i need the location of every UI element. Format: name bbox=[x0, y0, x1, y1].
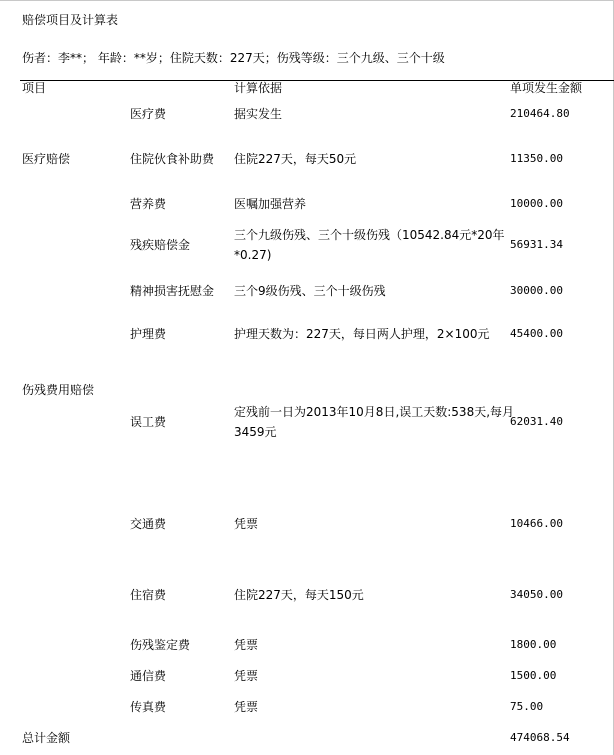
header-basis: 计算依据 bbox=[234, 81, 283, 95]
row-name: 伤残鉴定费 bbox=[130, 638, 191, 652]
row-amount: 30000.00 bbox=[510, 284, 563, 297]
category-disability: 伤残费用赔偿 bbox=[22, 383, 95, 397]
row-amount: 1500.00 bbox=[510, 669, 557, 682]
row-amount: 75.00 bbox=[510, 700, 544, 713]
row-name: 护理费 bbox=[130, 327, 167, 341]
row-amount: 1800.00 bbox=[510, 638, 557, 651]
header-amount: 单项发生金额 bbox=[510, 81, 583, 95]
row-name: 交通费 bbox=[130, 517, 167, 531]
row-basis: 住院227天，每天50元 bbox=[234, 152, 357, 166]
row-name: 精神损害抚慰金 bbox=[130, 284, 215, 298]
row-amount: 10000.00 bbox=[510, 197, 563, 210]
row-basis: 据实发生 bbox=[234, 107, 283, 121]
injury-info-line: 伤者：李**； 年龄：**岁；住院天数：227天；伤残等级：三个九级、三个十级 bbox=[22, 51, 445, 65]
row-amount: 62031.40 bbox=[510, 415, 563, 428]
document-title: 赔偿项目及计算表 bbox=[22, 13, 119, 27]
row-name: 住宿费 bbox=[130, 588, 167, 602]
total-amount: 474068.54 bbox=[510, 731, 570, 744]
row-amount: 45400.00 bbox=[510, 327, 563, 340]
row-amount: 11350.00 bbox=[510, 152, 563, 165]
row-basis: 住院227天，每天150元 bbox=[234, 588, 364, 602]
row-amount: 210464.80 bbox=[510, 107, 570, 120]
row-basis: 三个9级伤残、三个十级伤残 bbox=[234, 284, 386, 298]
row-amount: 10466.00 bbox=[510, 517, 563, 530]
row-name: 营养费 bbox=[130, 197, 167, 211]
row-name: 医疗费 bbox=[130, 107, 167, 121]
row-basis: 凭票 bbox=[234, 669, 259, 683]
header-rule bbox=[20, 80, 614, 81]
row-amount: 34050.00 bbox=[510, 588, 563, 601]
total-label: 总计金额 bbox=[22, 731, 71, 745]
row-basis: 凭票 bbox=[234, 638, 259, 652]
page-border-top bbox=[0, 0, 614, 1]
row-name: 误工费 bbox=[130, 415, 167, 429]
row-basis: 凭票 bbox=[234, 700, 259, 714]
row-basis-line1: 定残前一日为2013年10月8日,误工天数:538天,每月 bbox=[234, 405, 515, 419]
header-item: 项目 bbox=[22, 81, 47, 95]
row-name: 住院伙食补助费 bbox=[130, 152, 215, 166]
row-basis-line1: 三个九级伤残、三个十级伤残（10542.84元*20年 bbox=[234, 228, 505, 242]
row-basis-line2: 3459元 bbox=[234, 425, 277, 439]
row-basis: 凭票 bbox=[234, 517, 259, 531]
row-name: 残疾赔偿金 bbox=[130, 238, 191, 252]
row-name: 传真费 bbox=[130, 700, 167, 714]
row-basis-line2: *0.27) bbox=[234, 248, 272, 262]
category-medical: 医疗赔偿 bbox=[22, 152, 71, 166]
row-basis: 护理天数为：227天，每日两人护理，2×100元 bbox=[234, 327, 490, 341]
row-name: 通信费 bbox=[130, 669, 167, 683]
row-amount: 56931.34 bbox=[510, 238, 563, 251]
row-basis: 医嘱加强营养 bbox=[234, 197, 307, 211]
